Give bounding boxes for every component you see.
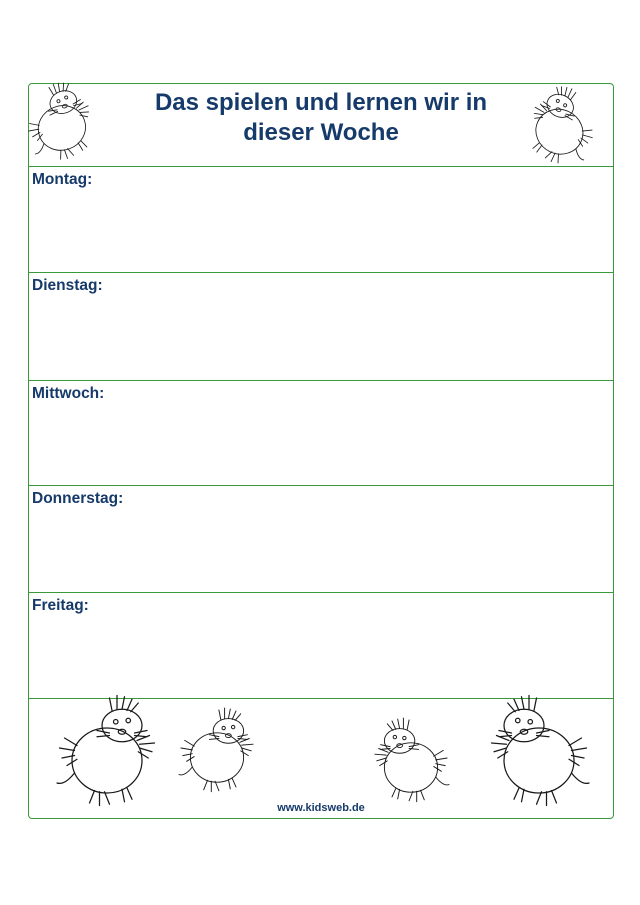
mole-illustration-top-left	[59, 120, 60, 121]
footer-section	[29, 698, 613, 818]
title-line-2: dieser Woche	[243, 119, 399, 146]
mole-illustration-bottom-3	[411, 758, 412, 759]
day-row-tuesday	[29, 272, 613, 381]
page-title	[29, 88, 613, 148]
mole-illustration-bottom-2	[217, 748, 218, 749]
day-row-thursday	[29, 485, 613, 593]
day-label-wednesday: Mittwoch:	[32, 385, 105, 402]
footer-url: www.kidsweb.de	[277, 802, 365, 814]
title-line-1: Das spielen und lernen wir in	[154, 89, 488, 116]
mole-illustration-top-right	[563, 124, 564, 125]
day-row-friday	[29, 592, 613, 699]
day-label-tuesday: Dienstag:	[32, 277, 103, 294]
weekly-plan-sheet	[28, 83, 614, 819]
day-row-wednesday	[29, 380, 613, 486]
day-label-friday: Freitag:	[32, 597, 89, 614]
day-label-monday: Montag:	[32, 171, 93, 188]
mole-illustration-bottom-1	[107, 748, 108, 749]
day-row-monday	[29, 166, 613, 273]
mole-illustration-bottom-4	[539, 748, 540, 749]
header-section	[29, 84, 613, 167]
day-label-thursday: Donnerstag:	[32, 490, 124, 507]
